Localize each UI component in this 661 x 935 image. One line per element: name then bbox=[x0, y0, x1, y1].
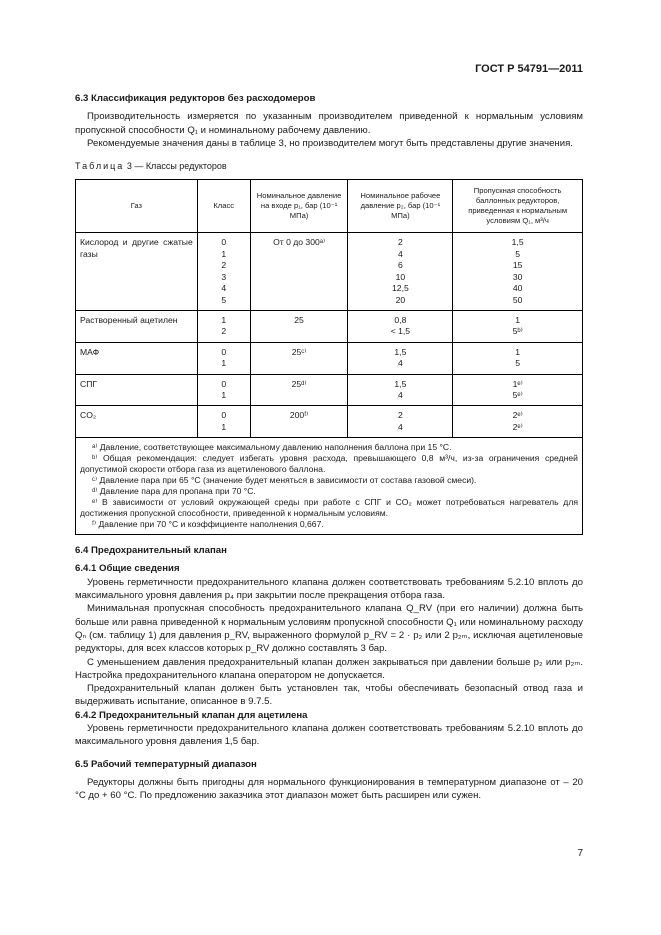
cell-gas: МАФ bbox=[76, 342, 198, 374]
table-row bbox=[76, 233, 583, 310]
gearbox-classes-table bbox=[75, 179, 583, 535]
section-6-4-1-paragraph-3: С уменьшением давления предохранительный клапан должен закрываться при давлении больше p₂ или p₂ₘ. Настройка предохранительного клапана оператором не допускается. bbox=[75, 656, 583, 681]
table-row bbox=[76, 342, 583, 374]
table-footnotes bbox=[76, 438, 583, 535]
section-6-4-2-title: 6.4.2 Предохранительный клапан для ацетилена bbox=[75, 709, 308, 721]
section-6-4-1-paragraph-2: Минимальная пропускная способность предохранительного клапана Q_RV (при его наличии) должна быть больше или равна приведенной к нормальным условиям пропускной способности Q₁ или номинальному расходу Qₙ (см. таблицу 1) для давления p_RV, выраженного формулой p_RV = 2 · p₂ или 2 p₂ₘ, исключая ацетиленовые редукторы, для всех классов которых p_RV должно составлять 3 бар. bbox=[75, 603, 583, 655]
cell-gas: СПГ bbox=[76, 374, 198, 406]
section-6-5-paragraph-1: Редукторы должны быть пригодны для нормального функционирования в температурном диапазоне от – 20 °С до + 60 °С. По предложению заказчика этот диапазон может быть расширен или сужен. bbox=[75, 776, 583, 802]
cell-capacity: 1ᵉ⁾ 5ᵉ⁾ bbox=[453, 374, 583, 406]
cell-gas: CO₂ bbox=[76, 406, 198, 438]
cell-inlet-pressure: 25 bbox=[250, 310, 348, 342]
cell-class: 0 1 bbox=[197, 406, 250, 438]
table-header-row bbox=[76, 180, 583, 233]
section-6-4-2-paragraph-1: Уровень герметичности предохранительного клапана должен соответствовать требованиям 5.2.10 вплоть до максимального уровня давления 1,5 бар. bbox=[75, 723, 583, 748]
cell-class: 0 1 bbox=[197, 342, 250, 374]
cell-capacity: 2ᵉ⁾ 2ᵉ⁾ bbox=[453, 406, 583, 438]
page-number: 7 bbox=[577, 848, 583, 859]
header-inlet-pressure: Номинальное давление на входе p₁, бар (10⁻¹ МПа) bbox=[250, 180, 348, 233]
cell-class: 1 2 bbox=[197, 310, 250, 342]
cell-inlet-pressure: 200ᶠ⁾ bbox=[250, 406, 348, 438]
header-working-pressure: Номинальное рабочее давление p₂, бар (10⁻¹ МПа) bbox=[348, 180, 453, 233]
document-header: ГОСТ Р 54791—2011 bbox=[475, 63, 583, 75]
header-gas: Газ bbox=[76, 180, 198, 233]
table-caption-prefix: Таблица bbox=[75, 161, 125, 172]
section-6-5-title: 6.5 Рабочий температурный диапазон bbox=[75, 758, 257, 770]
section-6-3-paragraph-2: Рекомендуемые значения даны в таблице 3, но производителем могут быть представлены другие значения. bbox=[87, 137, 573, 149]
cell-inlet-pressure: 25ᵈ⁾ bbox=[250, 374, 348, 406]
cell-class: 0 1 bbox=[197, 374, 250, 406]
cell-class: 0 1 2 3 4 5 bbox=[197, 233, 250, 310]
section-6-3-title: 6.3 Классификация редукторов без расходомеров bbox=[75, 93, 316, 104]
footnote-f: ᶠ⁾ Давление при 70 °С и коэффициенте наполнения 0,667. bbox=[92, 519, 324, 530]
cell-capacity: 1 5 bbox=[453, 342, 583, 374]
footnote-d: ᵈ⁾ Давление пара для пропана при 70 °С. bbox=[92, 486, 256, 497]
table-row bbox=[76, 406, 583, 438]
cell-gas: Кислород и другие сжатые газы bbox=[76, 233, 198, 310]
section-6-4-title: 6.4 Предохранительный клапан bbox=[75, 545, 227, 557]
table-row bbox=[76, 374, 583, 406]
table-caption-text: 3 — Классы редукторов bbox=[126, 161, 227, 172]
cell-working-pressure: 2 4 bbox=[348, 406, 453, 438]
footnote-c: ᶜ⁾ Давление пара при 65 °С (значение будет меняться в зависимости от состава газовой смеси). bbox=[92, 475, 477, 486]
page-content bbox=[75, 92, 583, 803]
cell-working-pressure: 1,5 4 bbox=[348, 374, 453, 406]
cell-working-pressure: 0,8 < 1,5 bbox=[348, 310, 453, 342]
header-capacity: Пропускная способность баллонных редукторов, приведенная к нормальным условиям Q₁, м³/ч bbox=[453, 180, 583, 233]
cell-inlet-pressure: От 0 до 300ᵃ⁾ bbox=[250, 233, 348, 310]
footnote-e: ᵉ⁾ В зависимости от условий окружающей среды при работе с СПГ и CO₂ может потребоваться нагреватель для достижения пропускной способности, приведенной к нормальным условиям. bbox=[80, 497, 578, 519]
table-caption bbox=[75, 160, 583, 173]
cell-capacity: 1 5ᵇ⁾ bbox=[453, 310, 583, 342]
header-class: Класс bbox=[197, 180, 250, 233]
cell-working-pressure: 2 4 6 10 12,5 20 bbox=[348, 233, 453, 310]
footnote-a: ᵃ⁾ Давление, соответствующее максимальному давлению наполнения баллона при 15 °С. bbox=[92, 442, 452, 453]
section-6-4-1-paragraph-1: Уровень герметичности предохранительного клапана должен соответствовать требованиям 5.2.10 вплоть до максимального уровня давления p₄ при закрытии после прекращения отбора газа. bbox=[75, 576, 583, 602]
table-footnotes-row bbox=[76, 438, 583, 535]
section-6-4-1-title: 6.4.1 Общие сведения bbox=[75, 563, 180, 575]
table-row bbox=[76, 310, 583, 342]
footnote-b: ᵇ⁾ Общая рекомендация: следует избегать уровня расхода, превышающего 0,8 м³/ч, из-за ограничения средней допустимой скорости отбора газа из ацетиленового баллона. bbox=[80, 453, 578, 475]
cell-capacity: 1,5 5 15 30 40 50 bbox=[453, 233, 583, 310]
section-6-3-paragraph-1: Производительность измеряется по указанным производителем приведенной к нормальным условиям пропускной способности Q₁ и номинальному рабочему давлению. bbox=[75, 111, 583, 136]
cell-gas: Растворенный ацетилен bbox=[76, 310, 198, 342]
cell-working-pressure: 1,5 4 bbox=[348, 342, 453, 374]
section-6-4-1-paragraph-4: Предохранительный клапан должен быть установлен так, чтобы обеспечивать безопасный отвод газа и выдерживать испытание, описанное в 9.7.5. bbox=[75, 683, 583, 708]
cell-inlet-pressure: 25ᶜ⁾ bbox=[250, 342, 348, 374]
